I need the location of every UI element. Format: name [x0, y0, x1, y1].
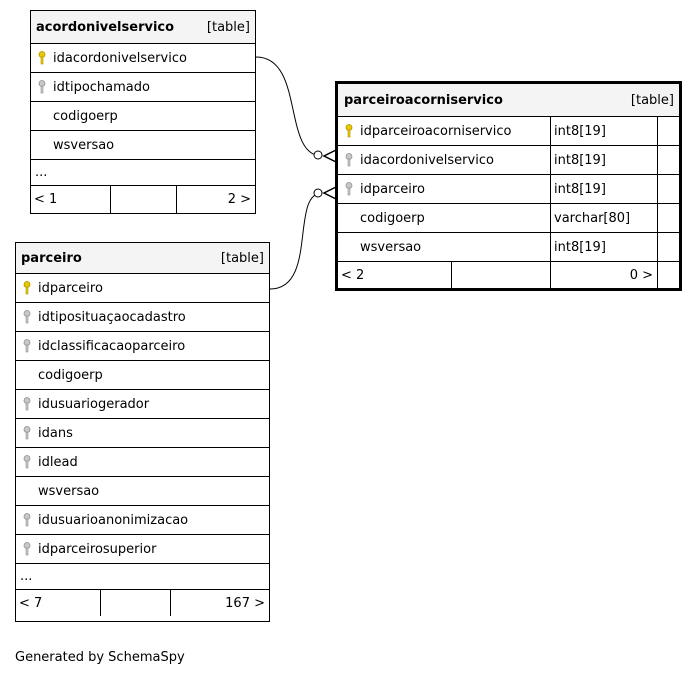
column-name: idtiposituaçaocadastro: [38, 309, 186, 325]
column-name: idacordonivelservico: [360, 152, 494, 168]
column-name: idans: [38, 425, 73, 441]
foreign-key-icon: [31, 80, 53, 94]
column-row[interactable]: [338, 117, 679, 146]
column-row[interactable]: [31, 102, 255, 131]
more-indicator: ...: [35, 165, 48, 180]
column-name: idlead: [38, 454, 78, 470]
column-name: idclassificacaoparceiro: [38, 338, 186, 354]
column-name: wsversao: [53, 137, 115, 153]
column-name: idparceiro: [38, 280, 103, 296]
foreign-key-icon: [16, 513, 38, 527]
primary-key-icon: [16, 281, 38, 295]
table-footer: [16, 590, 269, 616]
column-name: idusuarioanonimizacao: [38, 512, 189, 528]
column-datatype: int8[19]: [550, 117, 657, 145]
column-name: wsversao: [360, 239, 422, 255]
column-datatype: int8[19]: [550, 175, 657, 203]
foreign-key-icon: [16, 455, 38, 469]
column-row[interactable]: [16, 419, 269, 448]
foreign-key-icon: [16, 310, 38, 324]
relationship-line-parceiro: [270, 193, 322, 289]
table-header: [16, 243, 269, 274]
column-row[interactable]: [16, 332, 269, 361]
table-footer: [338, 262, 679, 288]
column-name: codigoerp: [53, 108, 118, 124]
foreign-key-icon: [16, 542, 38, 556]
children-count[interactable]: 167 >: [170, 590, 269, 616]
column-row[interactable]: [31, 131, 255, 160]
table-parceiroacorniservico[interactable]: [335, 81, 682, 291]
column-name: idtipochamado: [53, 79, 150, 95]
relationship-optional-marker: [314, 151, 322, 159]
column-row[interactable]: [16, 361, 269, 390]
column-row[interactable]: [16, 448, 269, 477]
table-header: [31, 11, 255, 44]
foreign-key-icon: [338, 182, 360, 196]
table-type: [table]: [630, 92, 674, 108]
relationship-optional-marker: [314, 189, 322, 197]
table-acordonivelservico[interactable]: [30, 10, 256, 214]
column-name: wsversao: [38, 483, 100, 499]
primary-key-icon: [338, 124, 360, 138]
table-header: [338, 84, 679, 117]
more-columns-row: [31, 160, 255, 186]
column-row[interactable]: [338, 146, 679, 175]
table-name: parceiro: [21, 250, 82, 266]
table-type: [table]: [206, 19, 250, 35]
column-row[interactable]: [16, 506, 269, 535]
column-name: idparceiroacorniservico: [360, 123, 512, 139]
parents-count[interactable]: < 1: [34, 192, 58, 207]
more-columns-row: [16, 564, 269, 590]
column-name: codigoerp: [38, 367, 103, 383]
column-name: idparceiro: [360, 181, 425, 197]
column-datatype: varchar[80]: [550, 204, 657, 232]
column-row[interactable]: [338, 233, 679, 262]
column-row[interactable]: [338, 204, 679, 233]
foreign-key-icon: [16, 339, 38, 353]
foreign-key-icon: [16, 397, 38, 411]
foreign-key-icon: [16, 426, 38, 440]
column-datatype: int8[19]: [550, 146, 657, 174]
generated-by-label: Generated by SchemaSpy: [15, 650, 185, 665]
foreign-key-icon: [338, 153, 360, 167]
table-type: [table]: [220, 250, 264, 266]
column-name: idacordonivelservico: [53, 50, 187, 66]
column-row[interactable]: [16, 390, 269, 419]
parents-count[interactable]: < 7: [19, 595, 43, 611]
column-row[interactable]: [16, 477, 269, 506]
table-name: parceiroacorniservico: [344, 92, 503, 108]
more-indicator: ...: [20, 569, 33, 584]
column-row[interactable]: [16, 303, 269, 332]
column-name: codigoerp: [360, 210, 425, 226]
primary-key-icon: [31, 51, 53, 65]
column-datatype: int8[19]: [550, 233, 657, 261]
table-parceiro[interactable]: [15, 242, 270, 622]
column-row[interactable]: [31, 44, 255, 73]
column-name: idparceirosuperior: [38, 541, 157, 557]
table-footer: [31, 186, 255, 213]
relationship-line-acordonivelservico: [256, 57, 322, 156]
table-name: acordonivelservico: [36, 19, 175, 35]
column-name: idusuariogerador: [38, 396, 150, 412]
column-row[interactable]: [31, 73, 255, 102]
children-count[interactable]: 2 >: [176, 186, 255, 213]
parents-count[interactable]: < 2: [341, 267, 365, 283]
column-row[interactable]: [338, 175, 679, 204]
children-count[interactable]: 0 >: [550, 262, 657, 288]
column-row[interactable]: [16, 535, 269, 564]
column-row[interactable]: [16, 274, 269, 303]
